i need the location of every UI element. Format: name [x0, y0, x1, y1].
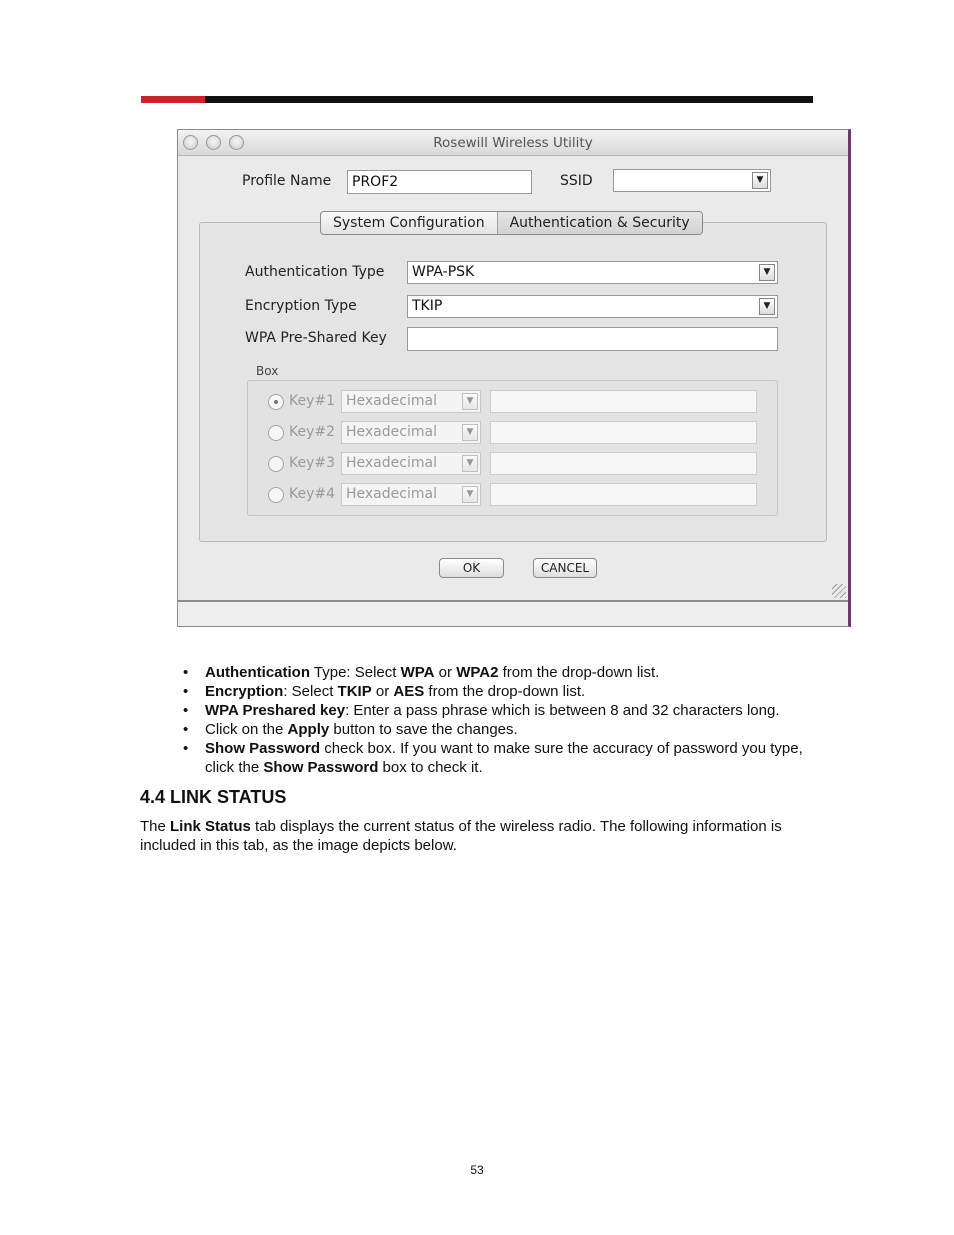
- key2-label: Key#2: [289, 424, 336, 440]
- ssid-label: SSID: [560, 173, 593, 189]
- list-text: box to check it.: [378, 759, 483, 776]
- key-row: [248, 483, 777, 507]
- chevron-down-icon[interactable]: ▼: [759, 298, 775, 315]
- chevron-down-icon[interactable]: ▼: [752, 172, 768, 189]
- key4-format-select[interactable]: [341, 483, 481, 506]
- key3-format-select[interactable]: [341, 452, 481, 475]
- list-text: : Select: [283, 683, 338, 700]
- bold-term: AES: [393, 683, 425, 700]
- list-item: [183, 739, 823, 777]
- ssid-select[interactable]: [613, 169, 771, 192]
- encryption-type-value: TKIP: [412, 298, 443, 314]
- list-item: [183, 663, 823, 682]
- para-text: The: [140, 818, 171, 835]
- key3-label: Key#3: [289, 455, 336, 471]
- key4-format-value: Hexadecimal: [346, 486, 437, 502]
- list-item: [183, 720, 823, 739]
- box-label: Box: [256, 364, 279, 378]
- bold-term: Link Status: [170, 818, 251, 835]
- chevron-down-icon[interactable]: ▼: [462, 393, 478, 410]
- key1-format-select[interactable]: [341, 390, 481, 413]
- psk-input[interactable]: [407, 327, 778, 351]
- key4-radio[interactable]: [268, 487, 284, 503]
- bold-term: WPA Preshared key: [205, 702, 346, 719]
- key1-radio[interactable]: [268, 394, 284, 410]
- window-titlebar: [178, 130, 848, 156]
- bold-term: WPA: [400, 664, 435, 681]
- header-rule-red: [141, 96, 205, 103]
- list-text: or: [371, 683, 394, 700]
- key2-radio[interactable]: [268, 425, 284, 441]
- auth-type-value: WPA-PSK: [412, 264, 475, 280]
- ok-button[interactable]: OK: [439, 558, 504, 578]
- instruction-list: [183, 663, 823, 777]
- header-rule-black: [205, 96, 813, 103]
- list-item: [183, 682, 823, 701]
- chevron-down-icon[interactable]: ▼: [759, 264, 775, 281]
- psk-label: WPA Pre-Shared Key: [245, 330, 387, 346]
- bold-term: Show Password: [263, 759, 379, 776]
- key3-input[interactable]: [490, 452, 757, 475]
- bold-term: Authentication: [205, 664, 310, 681]
- encryption-type-select[interactable]: [407, 295, 778, 318]
- encryption-type-label: Encryption Type: [245, 298, 357, 314]
- key3-format-value: Hexadecimal: [346, 455, 437, 471]
- para-text: tab displays the current status of the wireless radio. The following information is included in this tab, as the image depicts below.: [140, 818, 782, 854]
- key2-format-value: Hexadecimal: [346, 424, 437, 440]
- key3-radio[interactable]: [268, 456, 284, 472]
- bold-term: TKIP: [337, 683, 372, 700]
- profile-name-input[interactable]: PROF2: [347, 170, 532, 194]
- bold-term: Show Password: [205, 740, 321, 757]
- bold-term: WPA2: [456, 664, 499, 681]
- bold-term: Apply: [287, 721, 330, 738]
- list-text: button to save the changes.: [329, 721, 518, 738]
- list-text: from the drop-down list.: [498, 664, 660, 681]
- page-number: 53: [470, 1163, 484, 1177]
- utility-window-screenshot: [177, 129, 851, 627]
- bold-term: Encryption: [205, 683, 284, 700]
- tab-bar: [320, 211, 703, 235]
- key-row: [248, 390, 777, 414]
- list-text: from the drop-down list.: [424, 683, 586, 700]
- key2-input[interactable]: [490, 421, 757, 444]
- tab-authentication-security[interactable]: Authentication & Security: [497, 212, 702, 234]
- tab-system-configuration[interactable]: System Configuration: [333, 215, 485, 231]
- auth-type-label: Authentication Type: [245, 264, 385, 280]
- list-text: Type: Select: [310, 664, 401, 681]
- chevron-down-icon[interactable]: ▼: [462, 486, 478, 503]
- chevron-down-icon[interactable]: ▼: [462, 455, 478, 472]
- chevron-down-icon[interactable]: ▼: [462, 424, 478, 441]
- key1-format-value: Hexadecimal: [346, 393, 437, 409]
- key-row: [248, 421, 777, 445]
- key4-label: Key#4: [289, 486, 336, 502]
- key1-input[interactable]: [490, 390, 757, 413]
- key4-input[interactable]: [490, 483, 757, 506]
- key2-format-select[interactable]: [341, 421, 481, 444]
- auth-type-select[interactable]: [407, 261, 778, 284]
- list-text: Click on the: [205, 721, 288, 738]
- list-text: or: [434, 664, 457, 681]
- window-title: Rosewill Wireless Utility: [433, 135, 593, 151]
- list-text: : Enter a pass phrase which is between 8 and 32 characters long.: [345, 702, 780, 719]
- cancel-button[interactable]: CANCEL: [533, 558, 597, 578]
- window-bottom-strip: [178, 600, 848, 626]
- resize-grip-icon[interactable]: [832, 584, 846, 598]
- section-paragraph: [140, 817, 820, 855]
- list-text: check box. If you want to make sure the accuracy of password you type, click the: [205, 740, 803, 776]
- section-heading: 4.4 LINK STATUS: [140, 787, 287, 807]
- key-row: [248, 452, 777, 476]
- profile-name-label: Profile Name: [242, 173, 332, 189]
- wep-key-box: [247, 380, 778, 516]
- list-item: [183, 701, 823, 720]
- key1-label: Key#1: [289, 393, 336, 409]
